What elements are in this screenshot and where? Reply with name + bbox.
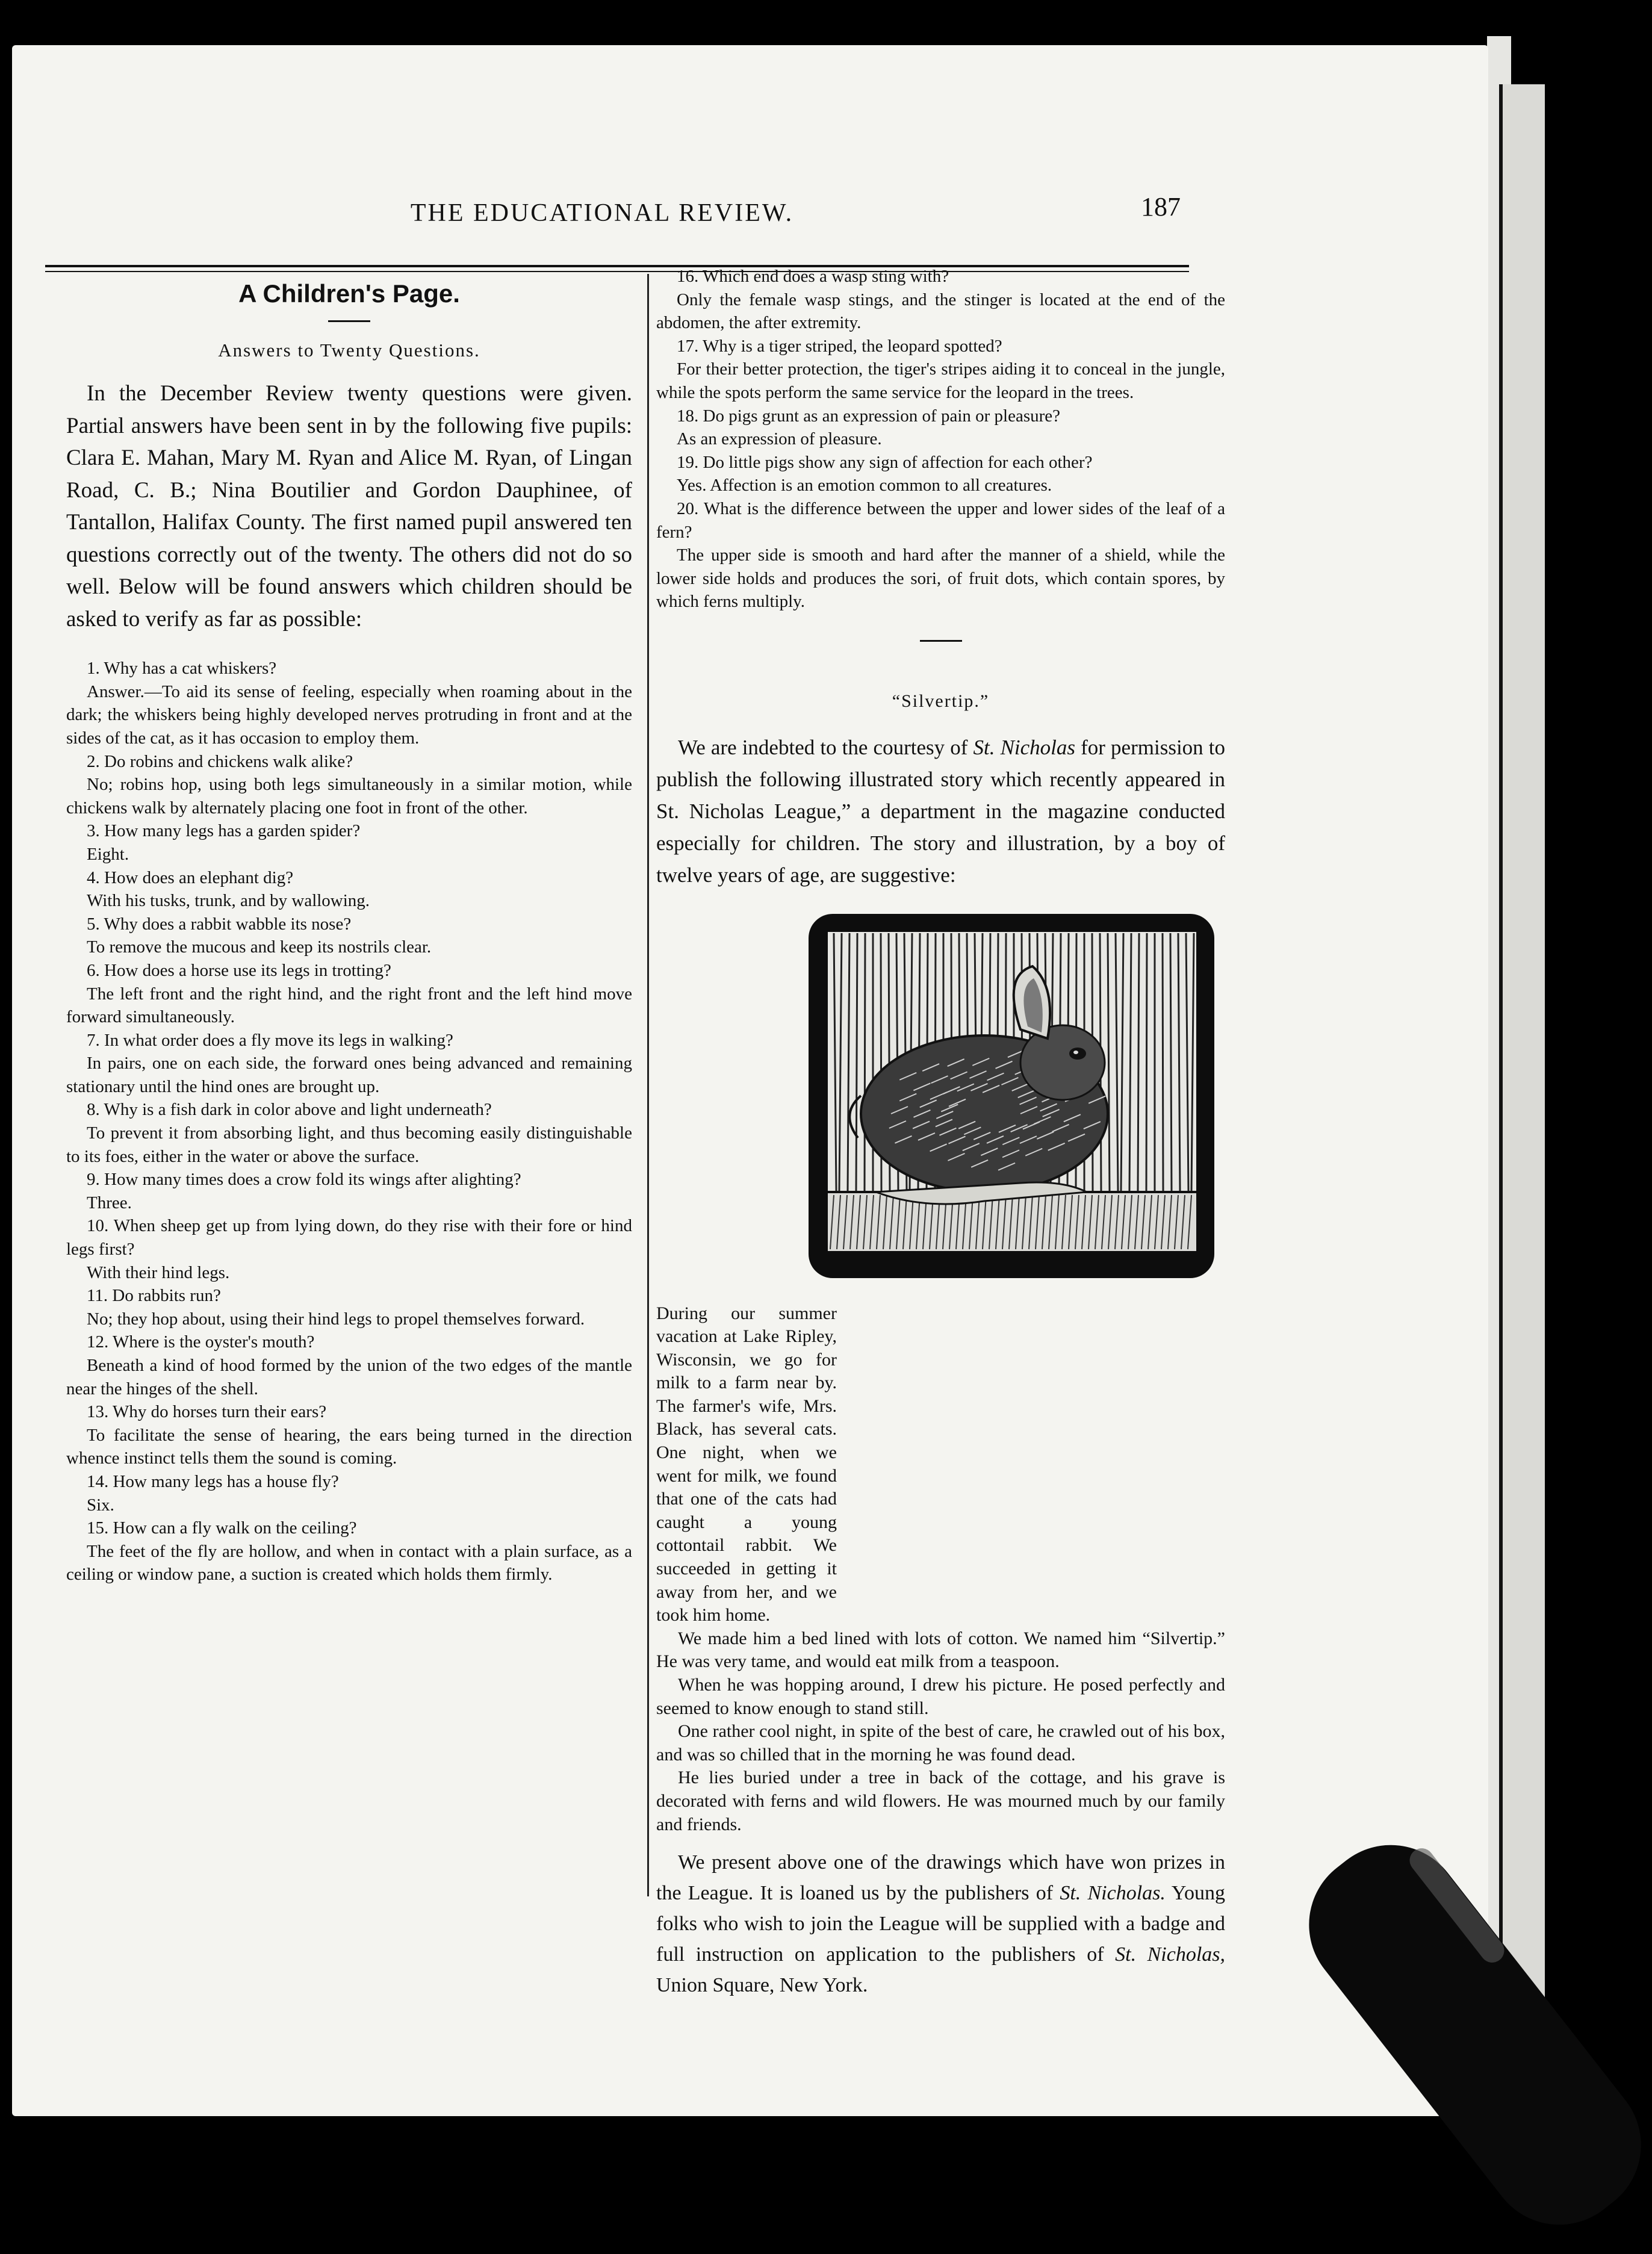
- closing-text: We present above one of the drawings which have won prizes in the League. It is loaned us by the publishers of: [656, 1851, 1225, 1905]
- answer-1: Only the female wasp stings, and the stinger is located at the end of the abdomen, the after extremity.: [656, 290, 1225, 333]
- story-wrap-paragraph: During our summer vacation at Lake Ripley, Wisconsin, we go for milk to a farm near by. The farmer's wife, Mrs. Black, has several cats. One night, when we went for milk, we found that one of the cats had caught a young cottontail rabbit. We succeeded in getting it away from her, and we took him home.: [656, 1303, 837, 1625]
- question-3: 3. How many legs has a garden spider?: [87, 821, 361, 841]
- intro-text: In the December Review twenty questions were given. Partial answers have been sent in by the following five pupils: Clara E. Mahan, Mary M. Ryan and Alice M. Ryan, of Lingan Road, C. B.; Nina Boutilier and Gordon Dauphinee, of Tantallon, Halifax County. The first named pupil answered ten questions correctly out of the twenty. The others did not do so well. Below will be found answers which children should be asked to verify as far as possible:: [66, 381, 632, 632]
- answer-11: No; they hop about, using their hind legs to propel themselves forward.: [87, 1309, 585, 1329]
- answer-3: As an expression of pleasure.: [677, 429, 882, 449]
- answer-7: In pairs, one on each side, the forward ones being advanced and remaining stationary until the hind ones are brought up.: [66, 1054, 632, 1096]
- answer-10: With their hind legs.: [87, 1262, 230, 1282]
- column-rule: [647, 274, 649, 1896]
- question-7: 7. In what order does a fly move its legs in walking?: [87, 1030, 453, 1050]
- question-1: 1. Why has a cat whiskers?: [87, 659, 277, 678]
- question-9: 9. How many times does a crow fold its wings after alighting?: [87, 1170, 521, 1190]
- story-body: [656, 1627, 1225, 1836]
- intro-paragraph: [66, 377, 632, 635]
- left-column: [66, 274, 632, 1586]
- story-intro: [656, 731, 1225, 891]
- question-3: 18. Do pigs grunt as an expression of pain or pleasure?: [677, 406, 1061, 426]
- answer-5: To remove the mucous and keep its nostrils clear.: [87, 937, 432, 957]
- answer-12: Beneath a kind of hood formed by the union of the two edges of the mantle near the hinges of the shell.: [66, 1356, 632, 1399]
- article-title: A Children's Page.: [238, 279, 460, 308]
- article-subtitle: Answers to Twenty Questions.: [218, 339, 480, 361]
- question-15: 15. How can a fly walk on the ceiling?: [87, 1518, 357, 1538]
- question-5: 20. What is the difference between the upper and lower sides of the leaf of a fern?: [656, 498, 1225, 542]
- right-column: [656, 265, 1225, 2001]
- question-13: 13. Why do horses turn their ears?: [87, 1402, 327, 1422]
- st-nicholas-title-2: St. Nicholas.: [1060, 1882, 1166, 1905]
- rabbit-drawing-icon: [804, 909, 1219, 1285]
- page-stack-edge: [1499, 84, 1545, 2071]
- answer-4: Yes. Affection is an emotion common to all creatures.: [677, 476, 1052, 495]
- spacer: [66, 635, 632, 657]
- answer-2: For their better protection, the tiger's stripes aiding it to conceal in the jungle, while the spots perform the same service for the leopard in the trees.: [656, 359, 1225, 402]
- answer-4: With his tusks, trunk, and by wallowing.: [87, 891, 370, 911]
- answer-15: The feet of the fly are hollow, and when in contact with a plain surface, as a ceiling or window pane, a suction is created which holds them firmly.: [66, 1541, 632, 1585]
- question-4: 19. Do little pigs show any sign of affection for each other?: [677, 452, 1093, 472]
- closing-text-end: Union Square, New York.: [656, 1974, 868, 1997]
- question-4: 4. How does an elephant dig?: [87, 868, 294, 887]
- question-1: 16. Which end does a wasp sting with?: [677, 267, 949, 286]
- running-head: THE EDUCATIONAL REVIEW.: [410, 199, 794, 227]
- question-2: 2. Do robins and chickens walk alike?: [87, 751, 353, 771]
- story-title: “Silvertip.”: [892, 691, 990, 711]
- page-number: 187: [1141, 192, 1181, 222]
- question-5: 5. Why does a rabbit wabble its nose?: [87, 914, 352, 934]
- film-border-top: [0, 0, 1652, 48]
- story-paragraph: One rather cool night, in spite of the best of care, he crawled out of his box, and was so chilled that in the morning he was found dead.: [656, 1721, 1225, 1765]
- story-intro-text-cont: for permission to publish the following illustrated story which recently appeared in St. Nicholas League,” a department in the magazine conducted especially for children. The story and illustration, by a boy of twelve years of age, are suggestive:: [656, 735, 1225, 887]
- answer-9: Three.: [87, 1193, 132, 1212]
- closing-text-cont: Young folks who wish to join the League will be supplied with a badge and full instruction on application to the publishers of: [656, 1882, 1226, 1966]
- story-intro-text: We are indebted to the courtesy of: [678, 735, 974, 759]
- question-12: 12. Where is the oyster's mouth?: [87, 1332, 315, 1352]
- closing-paragraph: [656, 1847, 1225, 2001]
- story-paragraph: When he was hopping around, I drew his picture. He posed perfectly and seemed to know enough to stand still.: [656, 1675, 1225, 1718]
- question-14: 14. How many legs has a house fly?: [87, 1471, 339, 1491]
- answer-14: Six.: [87, 1495, 114, 1515]
- st-nicholas-title-3: St. Nicholas,: [1115, 1943, 1226, 1966]
- answer-3: Eight.: [87, 844, 129, 864]
- question-8: 8. Why is a fish dark in color above and light underneath?: [87, 1100, 492, 1120]
- answer-2: No; robins hop, using both legs simultaneously in a similar motion, while chickens walk by alternately placing one foot in front of the other.: [66, 775, 632, 818]
- section-rule: [920, 640, 962, 642]
- question-2: 17. Why is a tiger striped, the leopard spotted?: [677, 336, 1002, 356]
- answer-8: To prevent it from absorbing light, and thus becoming easily distinguishable to its foes, either in the water or above the surface.: [66, 1123, 632, 1166]
- question-6: 6. How does a horse use its legs in trotting?: [87, 960, 391, 980]
- question-10: 10. When sheep get up from lying down, do they rise with their fore or hind legs first?: [66, 1216, 632, 1259]
- question-11: 11. Do rabbits run?: [87, 1286, 221, 1306]
- answer-13: To facilitate the sense of hearing, the ears being turned in the direction whence instinct tells them the sound is coming.: [66, 1425, 632, 1468]
- answer-5: The upper side is smooth and hard after the manner of a shield, while the lower side holds and produces the sori, of fruit dots, which contain spores, by which ferns multiply.: [656, 545, 1225, 612]
- st-nicholas-title: St. Nicholas: [973, 735, 1076, 759]
- rabbit-illustration: [804, 909, 1219, 1285]
- story-paragraph: He lies buried under a tree in back of the cottage, and his grave is decorated with ferns and wild flowers. He was mourned much by our family and friends.: [656, 1768, 1225, 1834]
- qa-list-left: [66, 657, 632, 1586]
- answer-6: The left front and the right hind, and the right front and the left hind move forward simultaneously.: [66, 984, 632, 1027]
- title-rule: [328, 320, 370, 322]
- answer-1: Answer.—To aid its sense of feeling, especially when roaming about in the dark; the whiskers being highly developed nerves protruding in front and at the sides of the cat, as it has occasion to employ them.: [66, 681, 632, 748]
- qa-list-right: [656, 265, 1225, 613]
- story-paragraph: We made him a bed lined with lots of cotton. We named him “Silvertip.” He was very tame, and would eat milk from a teaspoon.: [656, 1628, 1225, 1672]
